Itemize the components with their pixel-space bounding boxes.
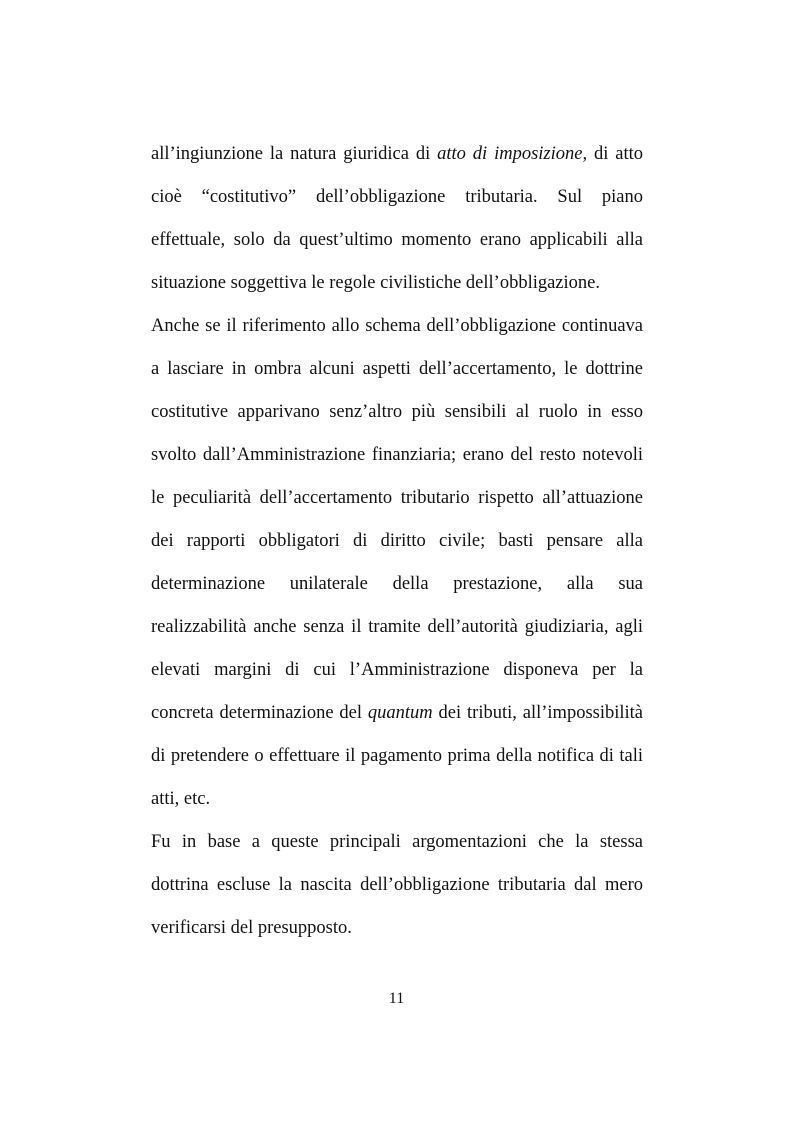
italic-term: quantum: [367, 703, 433, 723]
text-segment: concreta determinazione del: [151, 703, 368, 723]
text-line: [151, 142, 643, 166]
text-line: [151, 228, 643, 252]
text-line: [151, 744, 643, 768]
text-segment: dottrina escluse la nascita dell’obbligazione tributaria dal mero: [151, 875, 643, 895]
text-line: [151, 916, 643, 940]
text-segment: determinazione unilaterale della prestazione, alla sua: [151, 574, 643, 594]
text-segment: cioè “costitutivo” dell’obbligazione tributaria. Sul piano: [151, 187, 643, 207]
text-segment: dei tributi, all’impossibilità: [432, 703, 643, 723]
text-segment: all’ingiunzione la natura giuridica di: [151, 144, 438, 164]
text-line: [151, 271, 643, 295]
text-line: [151, 658, 643, 682]
text-segment: di atto: [587, 144, 643, 164]
text-segment: verificarsi del presupposto.: [151, 918, 352, 938]
italic-term: atto di imposizione,: [437, 144, 588, 164]
text-segment: atti, etc.: [151, 789, 211, 809]
text-line: [151, 314, 643, 338]
text-segment: effettuale, solo da quest’ultimo momento erano applicabili alla: [151, 230, 643, 250]
text-segment: Fu in base a queste principali argomentazioni che la stessa: [151, 832, 643, 852]
text-line: [151, 357, 643, 381]
text-line: [151, 701, 643, 725]
text-line: [151, 572, 643, 596]
text-line: [151, 529, 643, 553]
text-segment: situazione soggettiva le regole civilistiche dell’obbligazione.: [151, 273, 600, 293]
text-line: [151, 443, 643, 467]
text-segment: le peculiarità dell’accertamento tributario rispetto all’attuazione: [151, 488, 643, 508]
text-line: [151, 615, 643, 639]
text-segment: elevati margini di cui l’Amministrazione disponeva per la: [151, 660, 643, 680]
text-segment: a lasciare in ombra alcuni aspetti dell’accertamento, le dottrine: [151, 359, 643, 379]
text-line: [151, 486, 643, 510]
text-segment: costitutive apparivano senz’altro più sensibili al ruolo in esso: [151, 402, 643, 422]
text-segment: di pretendere o effettuare il pagamento prima della notifica di tali: [151, 746, 643, 766]
text-line: [151, 400, 643, 424]
text-segment: dei rapporti obbligatori di diritto civile; basti pensare alla: [151, 531, 643, 551]
text-line: [151, 787, 643, 811]
text-segment: realizzabilità anche senza il tramite dell’autorità giudiziaria, agli: [151, 617, 643, 637]
page-number: 11: [388, 990, 405, 1007]
text-segment: svolto dall’Amministrazione finanziaria; erano del resto notevoli: [151, 445, 643, 465]
text-segment: Anche se il riferimento allo schema dell’obbligazione continuava: [151, 316, 643, 336]
text-line: [151, 185, 643, 209]
text-line: [151, 873, 643, 897]
text-line: [151, 830, 643, 854]
